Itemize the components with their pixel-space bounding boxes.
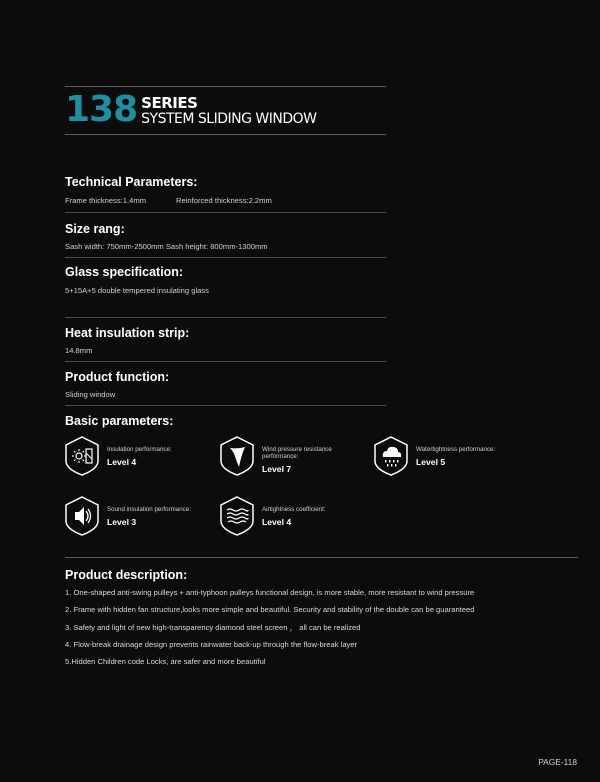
divider <box>65 212 386 213</box>
param-value: Level 5 <box>416 457 446 467</box>
size-text: Sash width: 750mm-2500mm Sash height: 800mm-1300mm <box>65 242 268 251</box>
series-number: 138 <box>65 89 138 130</box>
heat-title: Heat insulation strip: <box>65 326 190 340</box>
param-watertightness <box>374 436 495 476</box>
divider <box>65 317 386 318</box>
heat-text: 14.8mm <box>65 346 93 355</box>
insulation-icon <box>65 436 99 476</box>
divider <box>65 557 578 558</box>
param-sound-insulation <box>65 496 191 536</box>
series-subtitle: SYSTEM SLIDING WINDOW <box>141 111 317 127</box>
param-label: Sound insulation performance: <box>107 506 191 513</box>
wind-pressure-icon <box>220 436 254 476</box>
function-text: Sliding window <box>65 390 116 399</box>
param-insulation <box>65 436 172 476</box>
series-title <box>65 90 317 130</box>
description-line: 4. Flow-break drainage design prevents rainwater back-up through the flow-break layer <box>65 640 358 649</box>
technical-title: Technical Parameters: <box>65 175 198 189</box>
airtightness-icon <box>220 496 254 536</box>
param-value: Level 3 <box>107 517 137 527</box>
frame-thickness: Frame thickness:1.4mm <box>65 196 147 205</box>
param-value: Level 4 <box>107 457 137 467</box>
param-label: Wind pressure resistance performance: <box>262 446 332 460</box>
reinforced-thickness: Reinforced thickness:2.2mm <box>176 196 272 205</box>
header-bottom-rule <box>65 134 386 135</box>
divider <box>65 361 386 362</box>
description-line: 5.Hidden Children code Locks, are safer and more beautiful <box>65 657 266 666</box>
function-title: Product function: <box>65 370 170 384</box>
size-title: Size rang: <box>65 222 125 236</box>
header-top-rule <box>65 86 386 87</box>
glass-title: Glass specification: <box>65 265 184 279</box>
description-line: 3. Safety and light of new high-transparency diamond steel screen ， all can be realized <box>65 623 361 632</box>
divider <box>65 405 386 406</box>
param-airtightness <box>220 496 326 536</box>
divider <box>65 257 386 258</box>
sound-insulation-icon <box>65 496 99 536</box>
description-line: 2. Frame with hidden fan structure,looks more simple and beautiful. Security and stability of the double can be guaranteed <box>65 605 475 614</box>
description-title: Product description: <box>65 568 188 582</box>
param-label: Insulation performance: <box>107 446 172 453</box>
param-value: Level 4 <box>262 517 292 527</box>
param-wind-pressure <box>220 436 346 476</box>
param-label: Watertightness performance: <box>416 446 496 453</box>
page-number: PAGE-118 <box>538 757 577 767</box>
basic-title: Basic parameters: <box>65 414 174 428</box>
watertightness-icon <box>374 436 408 476</box>
description-line: 1. One-shaped anti-swing pulleys + anti-typhoon pulleys functional design, is more stable, more resistant to wind pressure <box>65 588 475 597</box>
glass-text: 5+15A+5 double tempered insulating glass <box>65 286 209 295</box>
param-label: Airtightness coefficient: <box>262 506 326 513</box>
series-word: SERIES <box>141 94 198 112</box>
param-value: Level 7 <box>262 464 292 474</box>
